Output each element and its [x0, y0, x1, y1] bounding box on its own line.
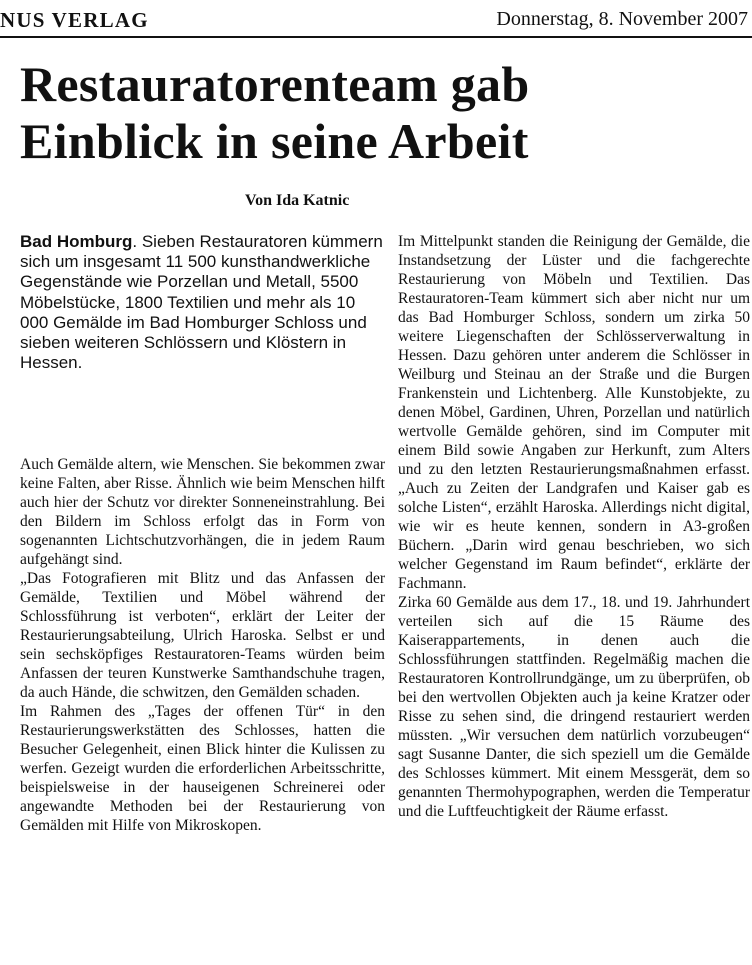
headline [20, 56, 740, 170]
lead-paragraph [20, 232, 385, 373]
masthead-rule [0, 36, 752, 38]
headline-line-1: Restauratorenteam gab [20, 56, 530, 112]
publication-name: NUS VERLAG [0, 8, 149, 32]
masthead [0, 6, 752, 36]
left-paragraph-3: Im Rahmen des „Tages der offenen Tür“ in den Restaurierungswerkstätten des Schlosses, hatten die Besucher Gelegenheit, einen Blick hinter die Kulissen zu werfen. Gezeigt wurden die erforderlichen Arbeitsschritte, beispielsweise in der hauseigenen Schreinerei oder angewandte Methoden bei der Restaurierung von Gemälden mit Hilfe von Mikroskopen. [20, 703, 385, 834]
left-paragraph-2: „Das Fotografieren mit Blitz und das Anfassen der Gemälde, Textilien und Möbel während der Schlossführung ist verboten“, erklärt der Leiter der Restaurierungsabteilung, Ulrich Haroska. Selbst er und sein sechsköpfiges Restauratoren-Teams würden beim Anfassen der teuren Kunstwerke Samthandschuhe tragen, da auch Hände, die schwitzen, den Gemälden schaden. [20, 570, 385, 701]
byline: Von Ida Katnic [245, 192, 350, 209]
left-column [20, 455, 385, 835]
dateline-place: Bad Homburg [20, 232, 133, 251]
headline-line-2: Einblick in seine Arbeit [20, 113, 529, 169]
lead-text: . Sieben Restauratoren kümmern sich um insgesamt 11 500 kunsthandwerkliche Gegenstände wie Porzellan und Metall, 5500 Möbelstücke, 1800 Textilien und mehr als 10 000 Gemälde im Bad Homburger Schloss und sieben weiteren Schlössern und Klöstern in Hessen. [20, 232, 383, 373]
publication-date: Donnerstag, 8. November 2007 [496, 8, 748, 30]
left-paragraph-1: Auch Gemälde altern, wie Menschen. Sie bekommen zwar keine Falten, aber Risse. Ähnlich wie beim Menschen hilft auch hier der Schutz vor direkter Sonneneinstrahlung. Bei den Bildern im Schloss erfolgt das in Form von sogenannten Lichtschutzvorhängen, die in jedem Raum aufgehängt sind. [20, 456, 385, 568]
right-paragraph-2: Zirka 60 Gemälde aus dem 17., 18. und 19. Jahrhundert verteilen sich auf die 15 Räume des Kaiserappartements, in denen auch die Schlossführungen stattfinden. Regelmäßig machen die Restauratoren Kontrollrundgänge, um zu überprüfen, ob bei den wertvollen Objekten auch ja keine Kratzer oder Risse zu sehen sind, die dringend restauriert werden müssten. „Wir versuchen dem natürlich vorzubeugen“ sagt Susanne Danter, die sich speziell um die Gemälde des Schlosses kümmert. Mit einem Messgerät, dem so genannten Thermohypographen, werden die Temperatur und die Luftfeuchtigkeit der Räume erfasst. [398, 594, 750, 820]
right-column [398, 232, 750, 821]
right-paragraph-1: Im Mittelpunkt standen die Reinigung der Gemälde, die Instandsetzung der Lüster und die fachgerechte Restaurierung von Möbeln und Textilien. Das Restauratoren-Team kümmert sich aber nicht nur um das Bad Homburger Schloss, sondern um zirka 50 weitere Liegenschaften der Schlösserverwaltung in Hessen. Dazu gehören unter anderem die Schlösser in Weilburg und Steinau an der Straße und die Burgen Frankenstein und Lichtenberg. Alle Kunstobjekte, zu denen Möbel, Gardinen, Uhren, Porzellan und natürlich wertvolle Gemälde gehören, sind im Computer mit einem Bild sowie Angaben zur Herkunft, zum Alters und zu den letzten Restaurierungsmaßnahmen erfasst. „Auch zu Zeiten der Landgrafen und Kaiser gab es solche Listen“, erzählt Haroska. Allerdings nicht digital, wie wir es heute kennen, sondern in A3-großen Büchern. „Darin wird genau beschrieben, wo sich welcher Gegenstand im Raum befindet“, erklärte der Fachmann. [398, 233, 750, 592]
